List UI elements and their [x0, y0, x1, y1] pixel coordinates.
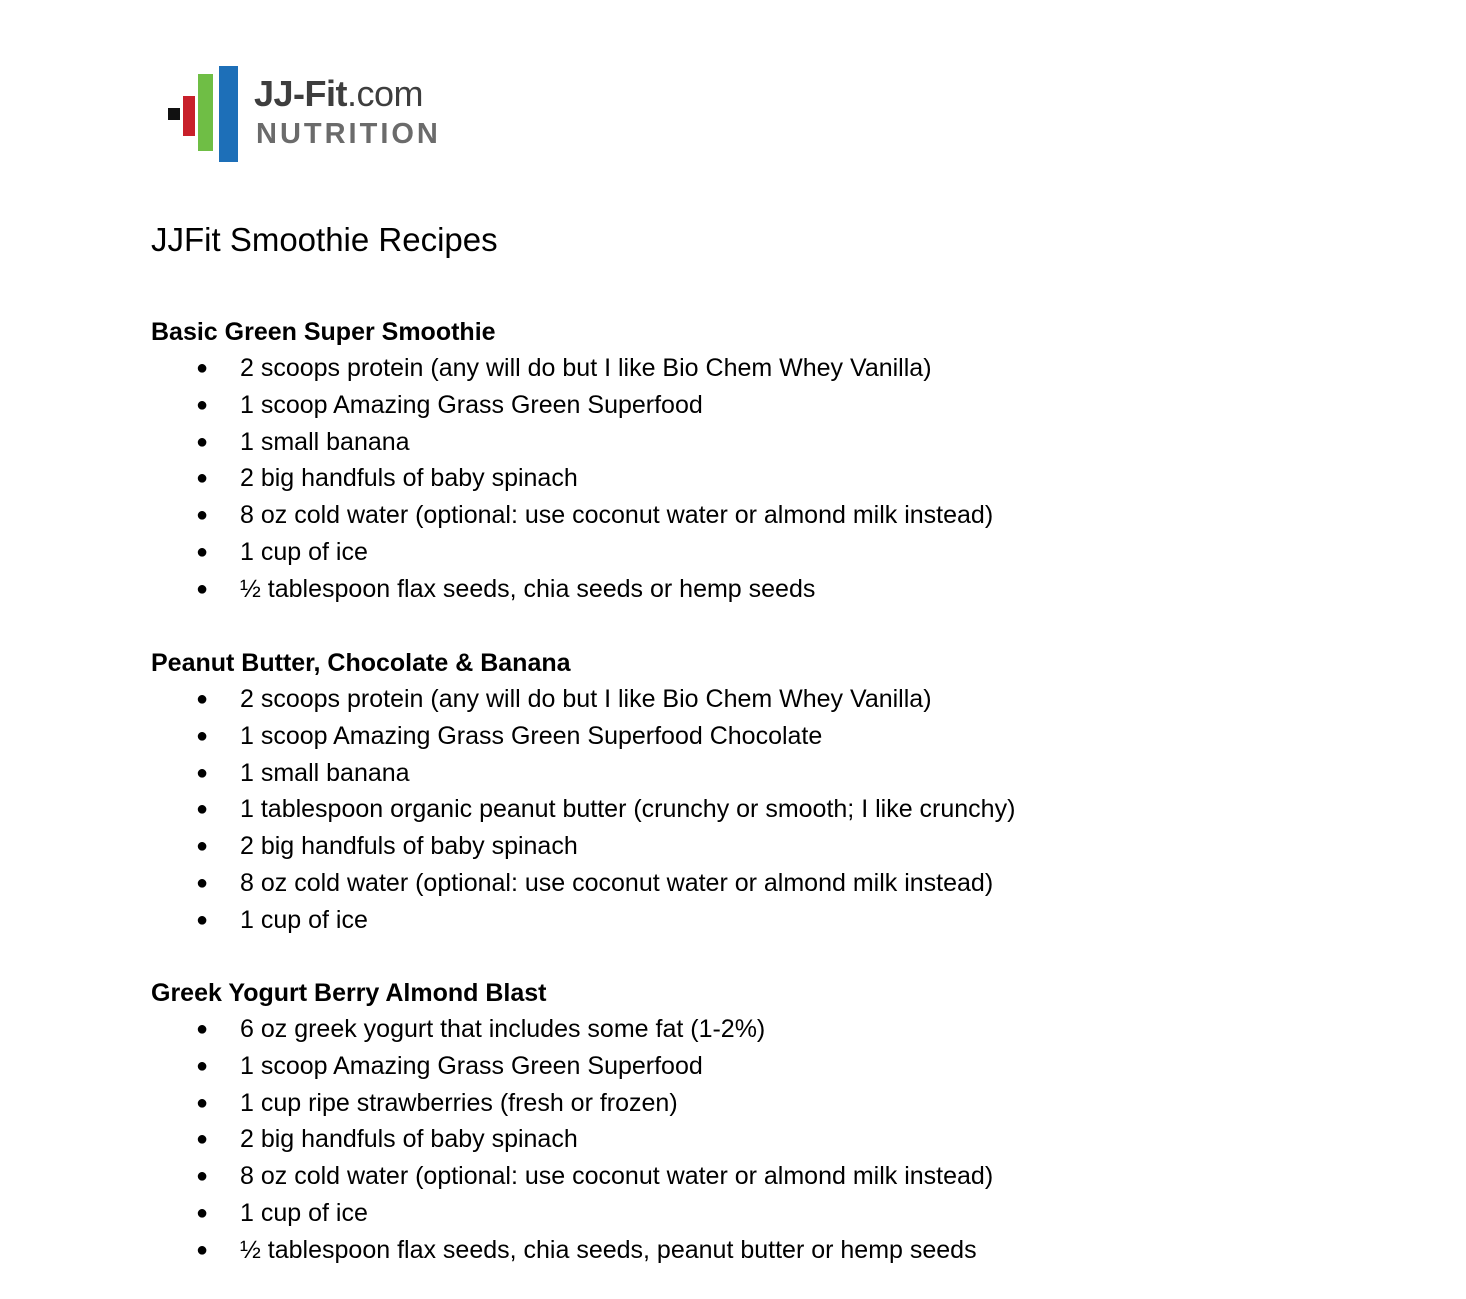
bullet-icon: ●: [196, 871, 209, 894]
logo-bar-black: [168, 108, 180, 120]
bullet-icon: ●: [196, 835, 209, 858]
list-item: [151, 424, 1351, 461]
recipe-greek-yogurt-berry-almond-blast: [151, 975, 1351, 1269]
ingredient-text: 8 oz cold water (optional: use coconut water or almond milk instead): [240, 1162, 994, 1191]
recipe-title: Greek Yogurt Berry Almond Blast: [151, 979, 547, 1007]
list-item: [151, 460, 1351, 497]
ingredient-text: 2 big handfuls of baby spinach: [240, 1125, 578, 1154]
bullet-icon: ●: [196, 724, 209, 747]
ingredient-text: 1 cup of ice: [240, 537, 368, 566]
list-item: [151, 1195, 1351, 1232]
bullet-icon: ●: [196, 1054, 209, 1077]
bullet-icon: ●: [196, 467, 209, 490]
list-item: [151, 1085, 1351, 1122]
recipe-basic-green-super-smoothie: [151, 314, 1351, 608]
bullet-icon: ●: [196, 1018, 209, 1040]
ingredient-text: 1 small banana: [240, 758, 410, 787]
bullet-icon: ●: [196, 1091, 209, 1114]
bullet-icon: ●: [196, 761, 209, 784]
logo-subtitle: NUTRITION: [256, 118, 441, 150]
list-item: [151, 828, 1351, 865]
bullet-icon: ●: [196, 357, 209, 379]
ingredient-text: 2 big handfuls of baby spinach: [240, 832, 578, 861]
list-item: [151, 1232, 1351, 1269]
bullet-icon: ●: [196, 798, 209, 821]
ingredient-text: 2 scoops protein (any will do but I like Bio Chem Whey Vanilla): [240, 685, 932, 713]
bullet-icon: ●: [196, 577, 209, 600]
bullet-icon: ●: [196, 540, 209, 563]
list-item: [151, 1121, 1351, 1158]
jjfit-logo: [166, 66, 446, 164]
list-item: [151, 534, 1351, 571]
logo-bar-red: [183, 96, 195, 136]
bullet-icon: ●: [196, 1128, 209, 1151]
ingredient-text: 1 cup of ice: [240, 1198, 368, 1227]
list-item: [151, 1011, 1351, 1048]
ingredient-list: [151, 350, 1351, 608]
list-item: [151, 387, 1351, 424]
list-item: [151, 1158, 1351, 1195]
logo-bar-blue: [219, 66, 238, 162]
list-item: [151, 497, 1351, 534]
list-item: [151, 571, 1351, 608]
list-item: [151, 350, 1351, 387]
recipe-peanut-butter-chocolate-banana: [151, 645, 1351, 939]
page-title: JJFit Smoothie Recipes: [151, 221, 498, 258]
ingredient-text: 1 cup ripe strawberries (fresh or frozen): [240, 1088, 678, 1117]
list-item: [151, 902, 1351, 939]
ingredient-text: 2 scoops protein (any will do but I like Bio Chem Whey Vanilla): [240, 354, 932, 382]
logo-brand-bold: JJ-Fit: [254, 73, 348, 114]
ingredient-list: [151, 1011, 1351, 1269]
bullet-icon: ●: [196, 430, 209, 453]
list-item: [151, 718, 1351, 755]
bullet-icon: ●: [196, 504, 209, 527]
ingredient-list: [151, 681, 1351, 939]
ingredient-text: 6 oz greek yogurt that includes some fat (1-2%): [240, 1015, 766, 1043]
list-item: [151, 865, 1351, 902]
list-item: [151, 755, 1351, 792]
bullet-icon: ●: [196, 1165, 209, 1188]
bullet-icon: ●: [196, 1201, 209, 1224]
list-item: [151, 681, 1351, 718]
recipe-title: Basic Green Super Smoothie: [151, 318, 496, 346]
ingredient-text: 1 tablespoon organic peanut butter (crunchy or smooth; I like crunchy): [240, 795, 1016, 824]
recipe-title: Peanut Butter, Chocolate & Banana: [151, 649, 571, 677]
ingredient-text: 2 big handfuls of baby spinach: [240, 464, 578, 493]
ingredient-text: 1 scoop Amazing Grass Green Superfood: [240, 390, 703, 419]
bullet-icon: ●: [196, 393, 209, 416]
ingredient-text: ½ tablespoon flax seeds, chia seeds or hemp seeds: [240, 574, 816, 603]
bullet-icon: ●: [196, 688, 209, 710]
logo-bar-green: [198, 74, 213, 151]
ingredient-text: 1 cup of ice: [240, 905, 368, 934]
bullet-icon: ●: [196, 1238, 209, 1261]
logo-brand-domain: .com: [347, 73, 424, 114]
ingredient-text: 1 scoop Amazing Grass Green Superfood: [240, 1051, 703, 1080]
list-item: [151, 1048, 1351, 1085]
ingredient-text: 1 small banana: [240, 427, 410, 456]
ingredient-text: 8 oz cold water (optional: use coconut water or almond milk instead): [240, 868, 994, 897]
logo-brand: [254, 74, 423, 114]
ingredient-text: ½ tablespoon flax seeds, chia seeds, peanut butter or hemp seeds: [240, 1235, 977, 1264]
ingredient-text: 8 oz cold water (optional: use coconut water or almond milk instead): [240, 501, 994, 530]
bullet-icon: ●: [196, 908, 209, 931]
ingredient-text: 1 scoop Amazing Grass Green Superfood Chocolate: [240, 721, 823, 750]
list-item: [151, 791, 1351, 828]
